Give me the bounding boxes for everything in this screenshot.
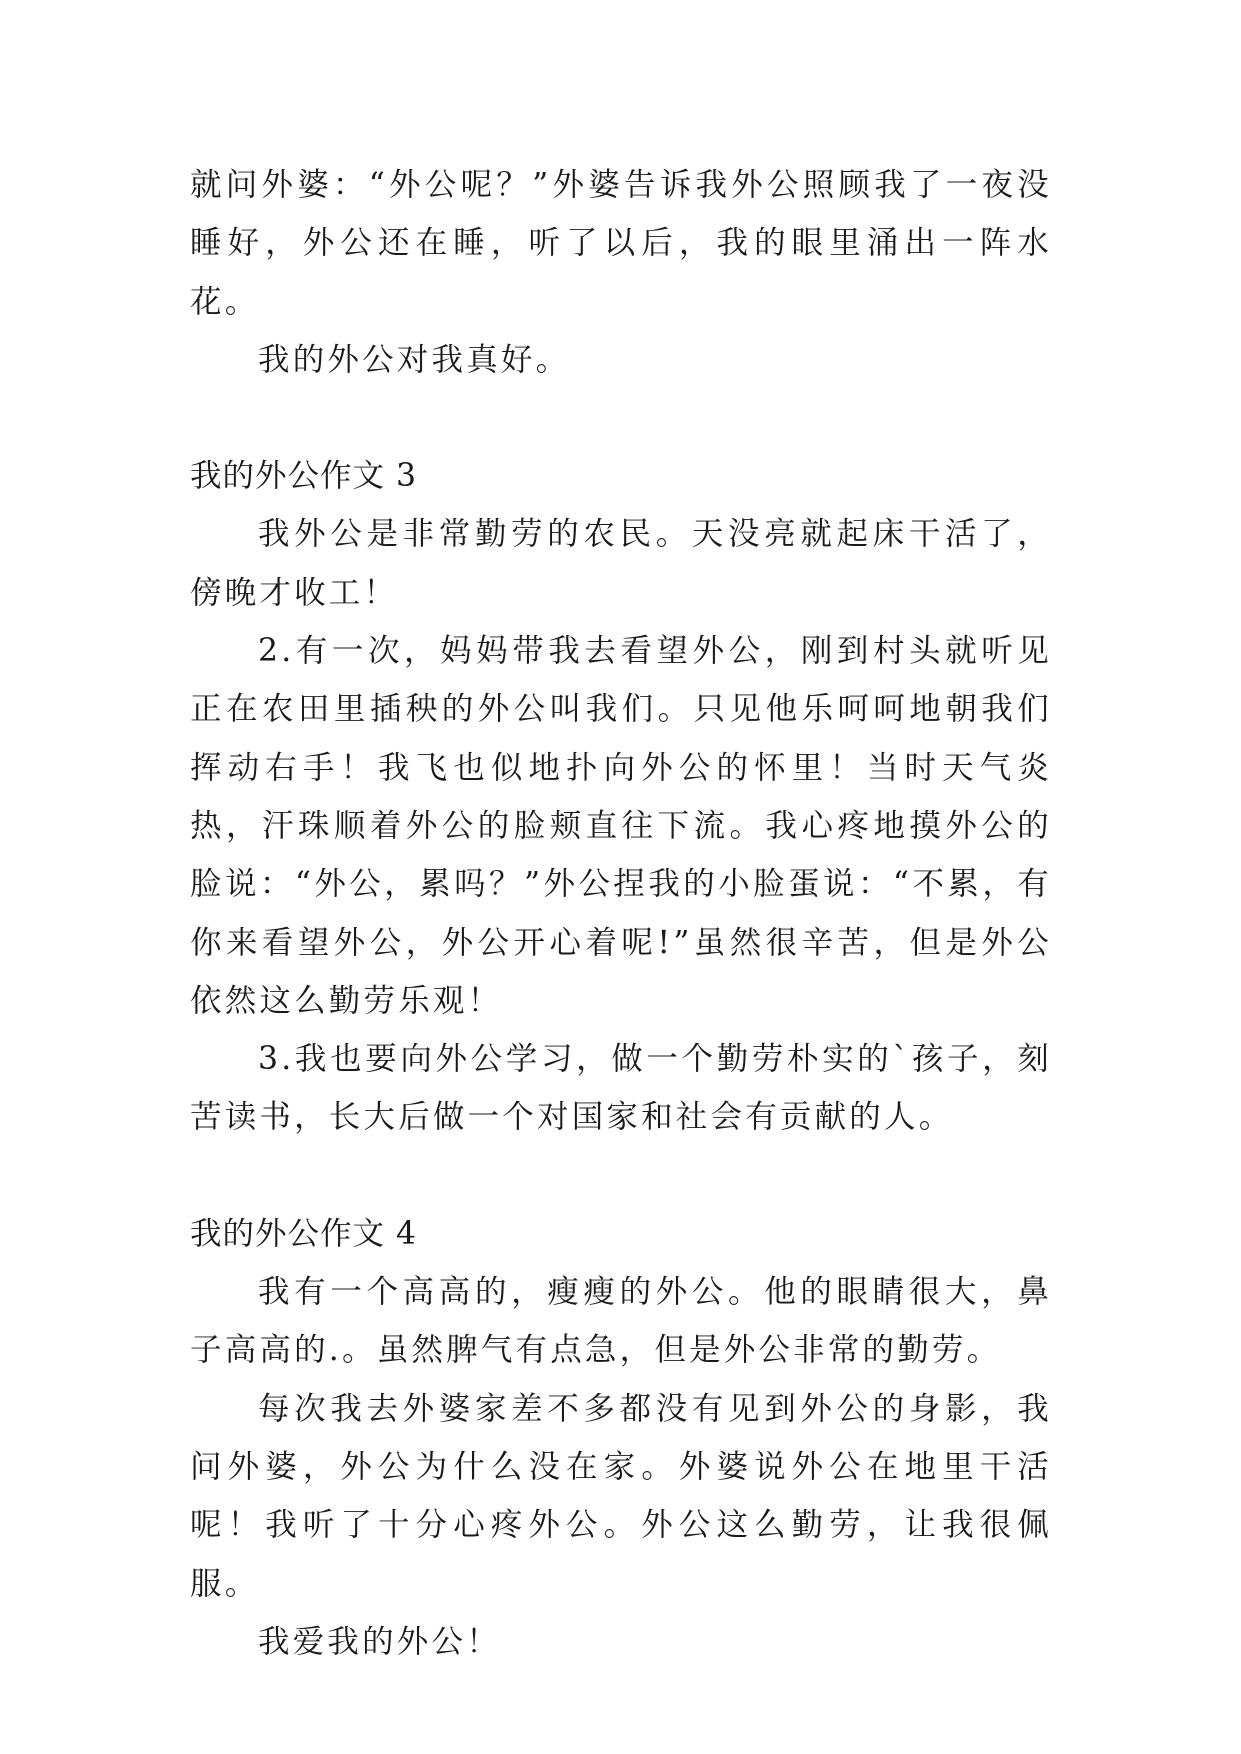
essay-4-paragraph-2: 每次我去外婆家差不多都没有见到外公的身影，我问外婆，外公为什么没在家。外婆说外公在地里干活呢！我听了十分心疼外公。外公这么勤劳，让我很佩服。 — [190, 1390, 1052, 1602]
essay-4-paragraph-1: 我有一个高高的，瘦瘦的外公。他的眼睛很大，鼻子高高的.。虽然脾气有点急，但是外公非常的勤劳。 — [190, 1274, 1052, 1369]
essay-3-paragraph-2: 2.有一次，妈妈带我去看望外公，刚到村头就听见正在农田里插秧的外公叫我们。只见他乐呵呵地朝我们挥动右手！我飞也似地扑向外公的怀里！当时天气炎热，汗珠顺着外公的脸颊直往下流。我心疼地摸外公的脸说：“外公，累吗？”外公捏我的小脸蛋说：“不累，有你来看望外公，外公开心着呢!”虽然很辛苦，但是外公依然这么勤劳乐观！ — [190, 633, 1052, 1019]
paragraph-continued: 就问外婆：“外公呢？”外婆告诉我外公照顾我了一夜没睡好，外公还在睡，听了以后，我的眼里涌出一阵水花。 — [190, 167, 1052, 320]
essay-4-title: 我的外公作文 4 — [190, 1215, 418, 1252]
essay-3-title: 我的外公作文 3 — [190, 458, 418, 495]
section-gap — [190, 389, 1052, 447]
document-body — [190, 156, 1052, 1671]
essay-3-paragraph-1: 我外公是非常勤劳的农民。天没亮就起床干活了，傍晚才收工！ — [190, 516, 1052, 611]
essay-4-paragraph-3: 我爱我的外公！ — [258, 1623, 501, 1660]
section-gap — [190, 1147, 1052, 1205]
paragraph-closing: 我的外公对我真好。 — [258, 341, 571, 378]
essay-3-paragraph-3: 3.我也要向外公学习，做一个勤劳朴实的`孩子，刻苦读书，长大后做一个对国家和社会有贡献的人。 — [190, 1041, 1052, 1136]
